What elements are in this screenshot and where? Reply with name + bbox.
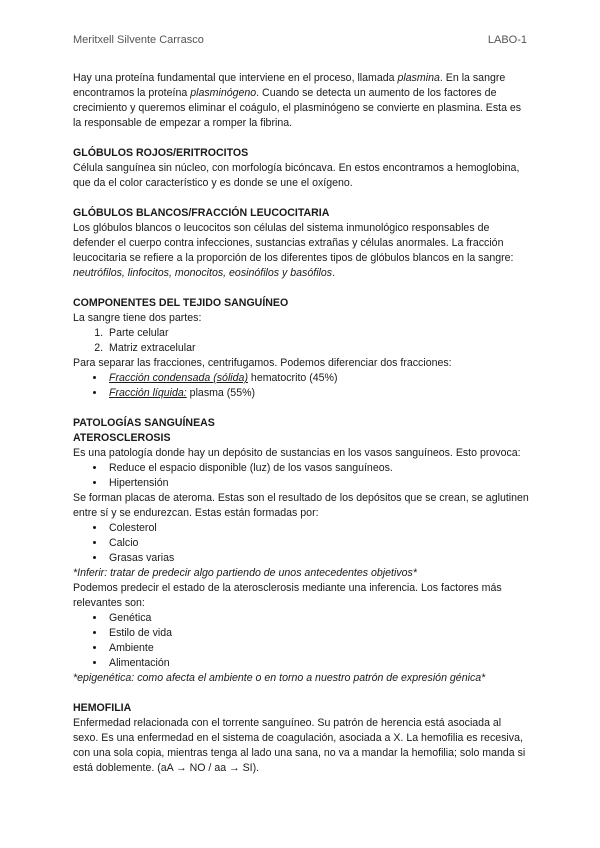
list-item: • Hipertensión	[106, 476, 529, 491]
blancos-text-end: .	[332, 267, 336, 279]
heading-patologias: PATOLOGÍAS SANGUÍNEAS	[73, 417, 215, 429]
list-item: • Estilo de vida	[106, 626, 529, 641]
globulos-rojos-text: Célula sanguínea sin núcleo, con morfología bicóncava. En estos encontramos a hemoglobina, que da el color característico y es donde se une el oxígeno.	[73, 162, 520, 189]
term-plasmina: plasmina	[397, 72, 440, 84]
header-label: LABO-1	[487, 34, 527, 46]
fraction-liquid-value: plasma (55%)	[186, 387, 256, 399]
intro-text-1: Hay una proteína fundamental que interviene en el proceso, llamada	[73, 72, 398, 84]
fraction-liquid-label: Fracción líquida:	[109, 387, 187, 399]
aterosclerosis-text-1: Es una patología donde hay un depósito de sustancias en los vasos sanguíneos. Esto provoca:	[73, 447, 521, 459]
term-plasminogeno: plasminógeno	[190, 87, 257, 99]
list-item	[106, 371, 529, 386]
fraction-solid-label: Fracción condensada (sólida)	[109, 372, 248, 384]
leucocyte-types: neutrófilos, linfocitos, monocitos, eosinófilos y basófilos	[73, 267, 333, 279]
list-item: • Calcio	[106, 536, 529, 551]
list-item: • Ambiente	[106, 641, 529, 656]
list-item: • Reduce el espacio disponible (luz) de los vasos sanguíneos.	[106, 461, 529, 476]
heading-hemofilia: HEMOFILIA	[73, 702, 132, 714]
componentes-text: Para separar las fracciones, centrifugamos. Podemos diferenciar dos fracciones:	[73, 357, 452, 369]
blood-parts-list	[73, 326, 529, 356]
hemofilia-text: Enfermedad relacionada con el torrente sanguíneo. Su patrón de herencia está asociada al sexo. Es una enfermedad en el sistema de coagulación, asociada a X. La hemofilia es recesiva, con una sola copia, mientras tenga al lado una sana, no va a mandar la hemofilia; solo manda si está doblemente. (aA → NO / aa → SI).	[73, 717, 526, 774]
header-author: Meritxell Silvente Carrasco	[73, 34, 204, 46]
heading-aterosclerosis: ATEROSCLEROSIS	[73, 432, 171, 444]
list-item: 2. Matriz extracelular	[106, 341, 529, 356]
document-body	[73, 71, 529, 776]
globulos-blancos-text	[73, 221, 529, 281]
componentes-intro: La sangre tiene dos partes:	[73, 312, 202, 324]
list-item: • Genética	[106, 611, 529, 626]
list-item	[106, 386, 529, 401]
page-header	[73, 34, 527, 46]
heading-globulos-blancos: GLÓBULOS BLANCOS/FRACCIÓN LEUCOCITARIA	[73, 207, 330, 219]
note-epigenetica: *epigenética: como afecta el ambiente o en torno a nuestro patrón de expresión génica*	[73, 672, 486, 684]
heading-componentes: COMPONENTES DEL TEJIDO SANGUÍNEO	[73, 297, 289, 309]
components-list	[73, 521, 529, 566]
aterosclerosis-text-3: Podemos predecir el estado de la aterosclerosis mediante una inferencia. Los factores más relevantes son:	[73, 582, 502, 609]
list-item: • Alimentación	[106, 656, 529, 671]
factors-list	[73, 611, 529, 671]
effects-list	[73, 461, 529, 491]
intro-paragraph	[73, 71, 529, 131]
fractions-list	[73, 371, 529, 401]
heading-globulos-rojos: GLÓBULOS ROJOS/ERITROCITOS	[73, 147, 249, 159]
aterosclerosis-text-2: Se forman placas de ateroma. Estas son el resultado de los depósitos que se crean, se aglutinen entre sí y se endurezcan. Estas están formadas por:	[73, 492, 529, 519]
list-item: 1. Parte celular	[106, 326, 529, 341]
intro-text-3: . Cuando se detecta un aumento de los factores de crecimiento y queremos eliminar el coágulo, el plasminógeno se convierte en plasmina. Esta es la responsable de empezar a romper la fibrina.	[73, 87, 522, 129]
fraction-solid-value: hematocrito (45%)	[247, 372, 338, 384]
blancos-text-main: Los glóbulos blancos o leucocitos son células del sistema inmunológico responsables de defender el cuerpo contra infecciones, sustancias extrañas y células anormales. La fracción leucocitaria se refiere a la proporción de los diferentes tipos de glóbulos blancos en la sangre:	[73, 222, 514, 264]
list-item: • Colesterol	[106, 521, 529, 536]
list-item: • Grasas varias	[106, 551, 529, 566]
intro-text-2: . En la sangre encontramos la proteína	[73, 72, 506, 99]
note-inferir: *Inferir: tratar de predecir algo partiendo de unos antecedentes objetivos*	[73, 567, 417, 579]
